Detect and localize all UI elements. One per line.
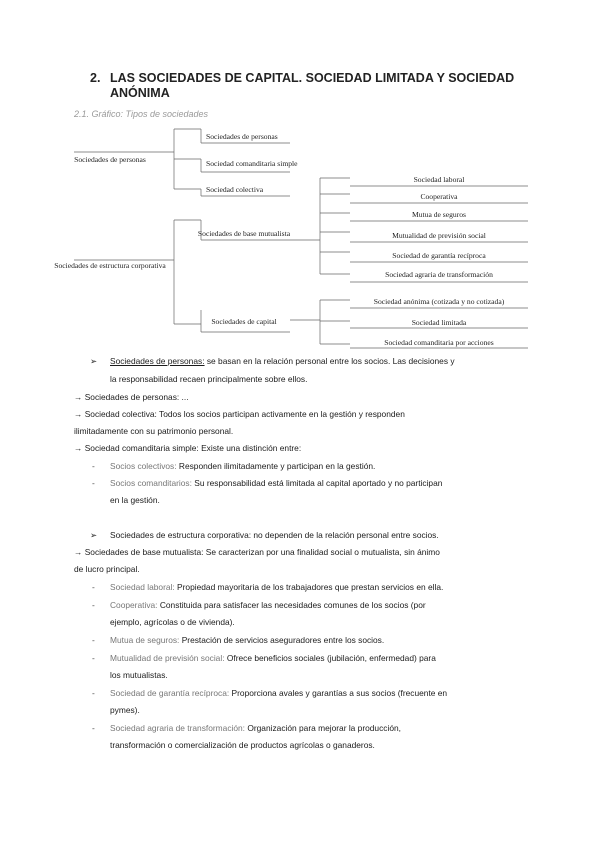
term-personas: Sociedades de personas: (110, 356, 205, 366)
item-socios-comanditarios (110, 477, 528, 490)
dash-marker: - (92, 688, 95, 698)
text-mutualidad: Ofrece beneficios sociales (jubilación, enfermedad) para (224, 653, 436, 663)
node-mutualista-child-3: Mutua de seguros (412, 210, 466, 219)
node-capital-child-1: Sociedad anónima (cotizada y no cotizada) (373, 297, 505, 306)
term-agraria: Sociedad agraria de transformación: (110, 723, 246, 733)
dash-marker: - (92, 461, 95, 471)
node-root-estructura: Sociedades de estructura corporativa (54, 261, 166, 270)
company-types-diagram (54, 124, 534, 349)
line-colectiva-a: → Sociedad colectiva: Todos los socios participan activamente en la gestión y responden (74, 409, 405, 419)
node-capital: Sociedades de capital (211, 317, 277, 326)
line-comanditaria: → Sociedad comanditaria simple: Existe una distinción entre: (74, 443, 302, 453)
item-sociedad-laboral (110, 581, 443, 594)
term-mutualidad: Mutualidad de previsión social: (110, 653, 225, 663)
text-socios-colectivos: Responden ilimitadamente y participan en la gestión. (176, 461, 376, 471)
text-sociedad-laboral: Propiedad mayoritaria de los trabajadores que prestan servicios en ella. (174, 582, 444, 592)
item-cooperativa (110, 599, 528, 612)
line-personas: → Sociedades de personas: ... (74, 392, 189, 402)
line-colectiva-b: ilimitadamente con su patrimonio personal. (74, 426, 234, 436)
text-mutua-seguros: Prestación de servicios aseguradores entre los socios. (179, 635, 385, 645)
item-mutualidad (110, 652, 528, 665)
heading-number: 2. (90, 71, 101, 85)
term-mutua-seguros: Mutua de seguros: (110, 635, 180, 645)
heading-title: LAS SOCIEDADES DE CAPITAL. SOCIEDAD LIMITADA Y SOCIEDAD ANÓNIMA (110, 71, 515, 100)
node-mutualista-child-5: Sociedad de garantía recíproca (392, 251, 486, 260)
text-agraria: Organización para mejorar la producción, (245, 723, 401, 733)
node-personas-child-1: Sociedades de personas (206, 132, 278, 141)
line-mutualista-b: de lucro principal. (74, 564, 140, 574)
paragraph-estructura: Sociedades de estructura corporativa: no dependen de la relación personal entre socios. (110, 530, 439, 540)
item-garantia (110, 687, 528, 700)
text-socios-comanditarios: Su responsabilidad está limitada al capital aportado y no participan (191, 478, 443, 488)
dash-marker: - (92, 723, 95, 733)
line-mutualista-a: → Sociedades de base mutualista: Se caracterizan por una finalidad social o mutualista, sin ánimo (74, 547, 440, 557)
node-personas-child-3: Sociedad colectiva (206, 185, 264, 194)
node-mutualista-child-1: Sociedad laboral (413, 175, 465, 184)
text-cooperativa: Constituida para satisfacer las necesidades comunes de los socios (por (157, 600, 426, 610)
node-mutualista-child-6: Sociedad agraria de transformación (385, 270, 493, 279)
term-socios-comanditarios: Socios comanditarios: (110, 478, 192, 488)
bullet-arrow: ➢ (90, 356, 98, 366)
paragraph-personas (110, 355, 528, 368)
text-personas-a: se basan en la relación personal entre los socios. Las decisiones y (204, 356, 455, 366)
node-mutualista-child-2: Cooperativa (420, 192, 458, 201)
node-capital-child-2: Sociedad limitada (411, 318, 467, 327)
item-socios-colectivos (110, 460, 375, 473)
node-root-personas: Sociedades de personas (74, 155, 146, 164)
text-personas-b: la responsabilidad recaen principalmente sobre ellos. (110, 374, 308, 384)
text-garantia: Proporciona avales y garantías a sus socios (frecuente en (229, 688, 448, 698)
item-agraria (110, 722, 528, 735)
text-socios-comanditarios-b: en la gestión. (110, 495, 160, 505)
dash-marker: - (92, 653, 95, 663)
term-cooperativa: Cooperativa: (110, 600, 158, 610)
node-capital-child-3: Sociedad comanditaria por acciones (384, 338, 494, 347)
term-garantia: Sociedad de garantía recíproca: (110, 688, 230, 698)
dash-marker: - (92, 478, 95, 488)
dash-marker: - (92, 582, 95, 592)
node-mutualista-child-4: Mutualidad de previsión social (392, 231, 486, 240)
text-garantia-b: pymes). (110, 705, 140, 715)
dash-marker: - (92, 600, 95, 610)
figure-caption: 2.1. Gráfico: Tipos de sociedades (74, 109, 208, 119)
text-cooperativa-b: ejemplo, agrícolas o de vivienda). (110, 617, 235, 627)
term-sociedad-laboral: Sociedad laboral: (110, 582, 175, 592)
text-mutualidad-b: los mutualistas. (110, 670, 168, 680)
bullet-arrow: ➢ (90, 530, 98, 540)
node-mutualista: Sociedades de base mutualista (197, 229, 291, 238)
dash-marker: - (92, 635, 95, 645)
item-mutua-seguros (110, 634, 384, 647)
node-personas-child-2: Sociedad comanditaria simple (206, 159, 298, 168)
term-socios-colectivos: Socios colectivos: (110, 461, 177, 471)
text-agraria-b: transformación o comercialización de productos agrícolas o ganaderos. (110, 740, 375, 750)
